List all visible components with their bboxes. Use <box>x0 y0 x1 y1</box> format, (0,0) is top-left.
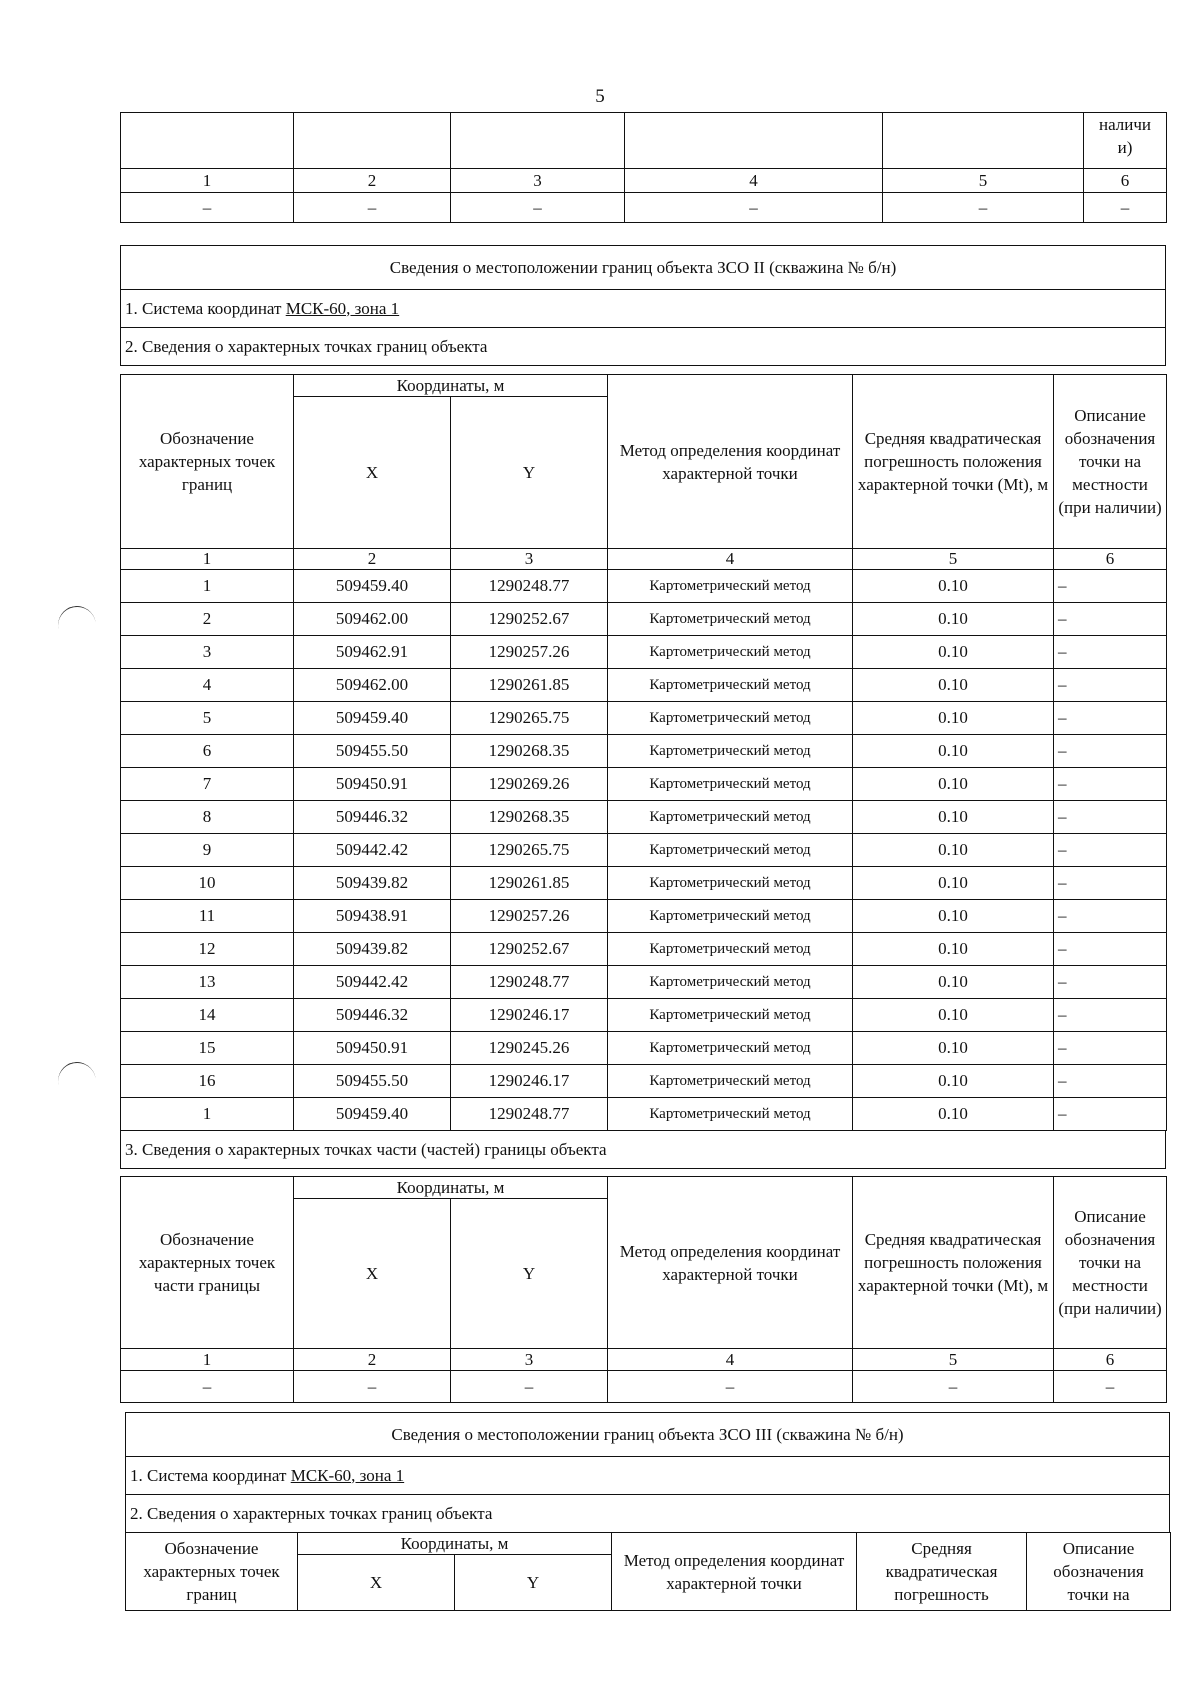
zso3-header-coords: Координаты, м <box>298 1533 612 1555</box>
top-col-number-cell: 4 <box>625 169 883 193</box>
zso2-point-cell: – <box>1054 735 1167 768</box>
top-col-number-cell: 5 <box>883 169 1084 193</box>
zso2-point-cell: 509455.50 <box>294 735 451 768</box>
zso2-point-cell: – <box>1054 966 1167 999</box>
zso2-col-number-cell: 2 <box>294 549 451 570</box>
zso2-point-cell: 509455.50 <box>294 1065 451 1098</box>
top-value-cell: – <box>294 193 451 223</box>
zso3-title: Сведения о местоположении границ объекта ЗСО III (скважина № б/н) <box>126 1413 1170 1457</box>
zso2-point-cell: 509450.91 <box>294 1032 451 1065</box>
parts-col-number-cell: 2 <box>294 1349 451 1371</box>
zso2-col-number-cell: 5 <box>853 549 1054 570</box>
parts-value-cell: – <box>121 1371 294 1403</box>
zso2-point-cell: 1290248.77 <box>451 1098 608 1131</box>
parts-header-designation: Обозначение характерных точек части границы <box>121 1177 294 1349</box>
zso3-coord-system-value: МСК-60, зона 1 <box>290 1465 405 1485</box>
zso2-point-cell: 509459.40 <box>294 702 451 735</box>
zso2-point-cell: 509446.32 <box>294 999 451 1032</box>
zso2-point-cell: 0.10 <box>853 1065 1054 1098</box>
zso2-point-cell: 1290261.85 <box>451 867 608 900</box>
table-row <box>121 636 1167 669</box>
parts-value-cell: – <box>451 1371 608 1403</box>
zso2-header-table <box>120 245 1166 366</box>
zso2-point-cell: 509450.91 <box>294 768 451 801</box>
zso2-point-cell: – <box>1054 801 1167 834</box>
zso2-point-cell: 0.10 <box>853 1032 1054 1065</box>
zso2-point-cell: – <box>1054 900 1167 933</box>
zso2-point-cell: 1290261.85 <box>451 669 608 702</box>
scan-mark <box>55 603 99 648</box>
zso2-parts-table <box>120 1176 1167 1403</box>
zso2-point-cell: 1290252.67 <box>451 603 608 636</box>
table-row <box>121 933 1167 966</box>
zso2-col-number-cell: 1 <box>121 549 294 570</box>
zso2-point-cell: 15 <box>121 1032 294 1065</box>
page-number: 5 <box>595 86 605 107</box>
zso2-point-cell: Картометрический метод <box>608 867 853 900</box>
zso2-point-cell: 1290245.26 <box>451 1032 608 1065</box>
zso2-point-cell: Картометрический метод <box>608 966 853 999</box>
zso2-point-cell: Картометрический метод <box>608 1032 853 1065</box>
zso2-point-cell: 509459.40 <box>294 570 451 603</box>
table-row <box>121 735 1167 768</box>
zso3-header-table <box>125 1412 1170 1533</box>
header-error: Средняя квадратическая погрешность положения характерной точки (Mt), м <box>853 375 1054 549</box>
table-row <box>121 768 1167 801</box>
zso2-point-cell: 0.10 <box>853 735 1054 768</box>
zso2-point-cell: 6 <box>121 735 294 768</box>
table-row <box>121 570 1167 603</box>
zso2-col-number-cell: 6 <box>1054 549 1167 570</box>
zso3-header-y: Y <box>455 1555 612 1611</box>
zso2-point-cell: 0.10 <box>853 768 1054 801</box>
zso2-point-cell: 509442.42 <box>294 966 451 999</box>
table-row <box>121 834 1167 867</box>
zso2-point-cell: 11 <box>121 900 294 933</box>
zso2-point-cell: – <box>1054 669 1167 702</box>
zso2-point-cell: 509462.00 <box>294 669 451 702</box>
zso3-points-heading: 2. Сведения о характерных точках границ объекта <box>126 1495 1170 1533</box>
parts-col-number-cell: 6 <box>1054 1349 1167 1371</box>
parts-header-error: Средняя квадратическая погрешность положения характерной точки (Mt), м <box>853 1177 1054 1349</box>
parts-value-cell: – <box>853 1371 1054 1403</box>
parts-header-x: X <box>294 1199 451 1349</box>
zso2-point-cell: 1290257.26 <box>451 636 608 669</box>
zso2-point-cell: 12 <box>121 933 294 966</box>
zso2-point-cell: 0.10 <box>853 834 1054 867</box>
zso2-point-cell: 0.10 <box>853 702 1054 735</box>
zso2-point-cell: 1290248.77 <box>451 570 608 603</box>
zso2-point-cell: Картометрический метод <box>608 1065 853 1098</box>
scan-mark <box>55 1059 99 1104</box>
header-description: Описание обозначения точки на местности (при наличии) <box>1054 375 1167 549</box>
zso2-point-cell: – <box>1054 603 1167 636</box>
zso2-point-cell: Картометрический метод <box>608 603 853 636</box>
table-row <box>121 669 1167 702</box>
zso2-point-cell: Картометрический метод <box>608 768 853 801</box>
header-designation: Обозначение характерных точек границ <box>121 375 294 549</box>
top-col-number-cell: 6 <box>1084 169 1167 193</box>
zso3-header-description: Описание обозначения точки на <box>1027 1533 1171 1611</box>
zso3-header-designation: Обозначение характерных точек границ <box>126 1533 298 1611</box>
zso2-coord-system: 1. Система координат МСК-60, зона 1 <box>121 290 1166 328</box>
zso3-points-table <box>125 1532 1171 1611</box>
zso2-point-cell: – <box>1054 867 1167 900</box>
table-row <box>121 1065 1167 1098</box>
top-value-cell: – <box>451 193 625 223</box>
zso2-point-cell: 0.10 <box>853 801 1054 834</box>
table-row <box>121 702 1167 735</box>
zso2-point-cell: – <box>1054 999 1167 1032</box>
zso2-point-cell: 509462.00 <box>294 603 451 636</box>
header-cell-description: наличи и) <box>1084 113 1167 169</box>
zso2-point-cell: Картометрический метод <box>608 570 853 603</box>
zso2-point-cell: Картометрический метод <box>608 702 853 735</box>
zso2-point-cell: – <box>1054 702 1167 735</box>
zso2-point-cell: 1290265.75 <box>451 834 608 867</box>
zso2-point-cell: 0.10 <box>853 933 1054 966</box>
zso2-point-cell: 0.10 <box>853 867 1054 900</box>
zso2-point-cell: Картометрический метод <box>608 801 853 834</box>
parts-value-cell: – <box>1054 1371 1167 1403</box>
top-value-cell: – <box>625 193 883 223</box>
zso2-point-cell: – <box>1054 1098 1167 1131</box>
zso2-point-cell: 1290248.77 <box>451 966 608 999</box>
zso2-point-cell: 3 <box>121 636 294 669</box>
zso2-point-cell: 14 <box>121 999 294 1032</box>
parts-header-method: Метод определения координат характерной точки <box>608 1177 853 1349</box>
zso2-point-cell: – <box>1054 1065 1167 1098</box>
zso2-point-cell: 1 <box>121 1098 294 1131</box>
top-col-number-cell: 1 <box>121 169 294 193</box>
table-row <box>121 867 1167 900</box>
zso2-point-cell: 0.10 <box>853 636 1054 669</box>
zso2-point-cell: 509462.91 <box>294 636 451 669</box>
zso2-point-cell: Картометрический метод <box>608 834 853 867</box>
zso2-point-cell: Картометрический метод <box>608 669 853 702</box>
zso2-point-cell: 0.10 <box>853 999 1054 1032</box>
top-col-number-cell: 3 <box>451 169 625 193</box>
zso2-point-cell: 8 <box>121 801 294 834</box>
zso2-point-cell: 0.10 <box>853 900 1054 933</box>
zso2-point-cell: 0.10 <box>853 669 1054 702</box>
zso3-header-error: Средняя квадратическая погрешность <box>857 1533 1027 1611</box>
parts-col-number-cell: 1 <box>121 1349 294 1371</box>
top-continuation-table <box>120 112 1167 223</box>
zso2-parts-heading-table <box>120 1130 1166 1169</box>
zso2-point-cell: Картометрический метод <box>608 933 853 966</box>
zso2-point-cell: 0.10 <box>853 603 1054 636</box>
parts-header-coords: Координаты, м <box>294 1177 608 1199</box>
zso2-point-cell: 7 <box>121 768 294 801</box>
zso2-point-cell: – <box>1054 1032 1167 1065</box>
parts-header-y: Y <box>451 1199 608 1349</box>
zso2-point-cell: 1 <box>121 570 294 603</box>
top-value-cell: – <box>1084 193 1167 223</box>
zso2-point-cell: 1290246.17 <box>451 1065 608 1098</box>
table-row <box>121 801 1167 834</box>
zso2-point-cell: Картометрический метод <box>608 636 853 669</box>
top-value-cell: – <box>121 193 294 223</box>
zso2-parts-heading: 3. Сведения о характерных точках части (частей) границы объекта <box>121 1131 1166 1169</box>
zso2-point-cell: Картометрический метод <box>608 735 853 768</box>
parts-col-number-cell: 3 <box>451 1349 608 1371</box>
zso2-point-cell: 509439.82 <box>294 933 451 966</box>
parts-header-description: Описание обозначения точки на местности (при наличии) <box>1054 1177 1167 1349</box>
zso2-point-cell: 509459.40 <box>294 1098 451 1131</box>
table-row <box>121 1098 1167 1131</box>
zso2-point-cell: 509438.91 <box>294 900 451 933</box>
zso2-point-cell: Картометрический метод <box>608 1098 853 1131</box>
zso2-point-cell: 509439.82 <box>294 867 451 900</box>
zso2-point-cell: – <box>1054 933 1167 966</box>
zso2-point-cell: – <box>1054 768 1167 801</box>
zso2-point-cell: – <box>1054 636 1167 669</box>
table-row <box>121 999 1167 1032</box>
zso2-col-number-cell: 4 <box>608 549 853 570</box>
zso2-point-cell: 1290257.26 <box>451 900 608 933</box>
zso2-col-number-cell: 3 <box>451 549 608 570</box>
zso2-point-cell: 1290265.75 <box>451 702 608 735</box>
zso2-point-cell: 1290252.67 <box>451 933 608 966</box>
parts-col-number-cell: 4 <box>608 1349 853 1371</box>
zso2-point-cell: – <box>1054 834 1167 867</box>
zso2-point-cell: 9 <box>121 834 294 867</box>
zso3-header-method: Метод определения координат характерной точки <box>612 1533 857 1611</box>
zso2-coord-system-value: МСК-60, зона 1 <box>285 298 400 318</box>
zso2-point-cell: 13 <box>121 966 294 999</box>
top-value-cell: – <box>883 193 1084 223</box>
zso2-point-cell: Картометрический метод <box>608 900 853 933</box>
zso3-coord-system: 1. Система координат МСК-60, зона 1 <box>126 1457 1170 1495</box>
table-row <box>121 900 1167 933</box>
zso2-point-cell: 5 <box>121 702 294 735</box>
zso2-point-cell: Картометрический метод <box>608 999 853 1032</box>
zso2-point-cell: 4 <box>121 669 294 702</box>
top-col-number-cell: 2 <box>294 169 451 193</box>
parts-col-number-cell: 5 <box>853 1349 1054 1371</box>
header-y: Y <box>451 397 608 549</box>
zso2-point-cell: 509446.32 <box>294 801 451 834</box>
zso2-points-table <box>120 374 1167 1131</box>
parts-value-cell: – <box>608 1371 853 1403</box>
header-method: Метод определения координат характерной точки <box>608 375 853 549</box>
zso2-point-cell: 509442.42 <box>294 834 451 867</box>
zso2-point-cell: 1290268.35 <box>451 801 608 834</box>
zso3-header-x: X <box>298 1555 455 1611</box>
zso2-point-cell: – <box>1054 570 1167 603</box>
table-row <box>121 603 1167 636</box>
table-row <box>121 1032 1167 1065</box>
header-coords: Координаты, м <box>294 375 608 397</box>
zso2-point-cell: 1290269.26 <box>451 768 608 801</box>
zso2-point-cell: 10 <box>121 867 294 900</box>
zso2-point-cell: 2 <box>121 603 294 636</box>
zso2-point-cell: 1290268.35 <box>451 735 608 768</box>
zso2-point-cell: 0.10 <box>853 966 1054 999</box>
header-x: X <box>294 397 451 549</box>
zso2-point-cell: 1290246.17 <box>451 999 608 1032</box>
zso2-point-cell: 0.10 <box>853 1098 1054 1131</box>
zso2-points-heading: 2. Сведения о характерных точках границ объекта <box>121 328 1166 366</box>
parts-value-cell: – <box>294 1371 451 1403</box>
zso2-point-cell: 16 <box>121 1065 294 1098</box>
table-row <box>121 966 1167 999</box>
zso2-point-cell: 0.10 <box>853 570 1054 603</box>
zso2-title: Сведения о местоположении границ объекта ЗСО II (скважина № б/н) <box>121 246 1166 290</box>
